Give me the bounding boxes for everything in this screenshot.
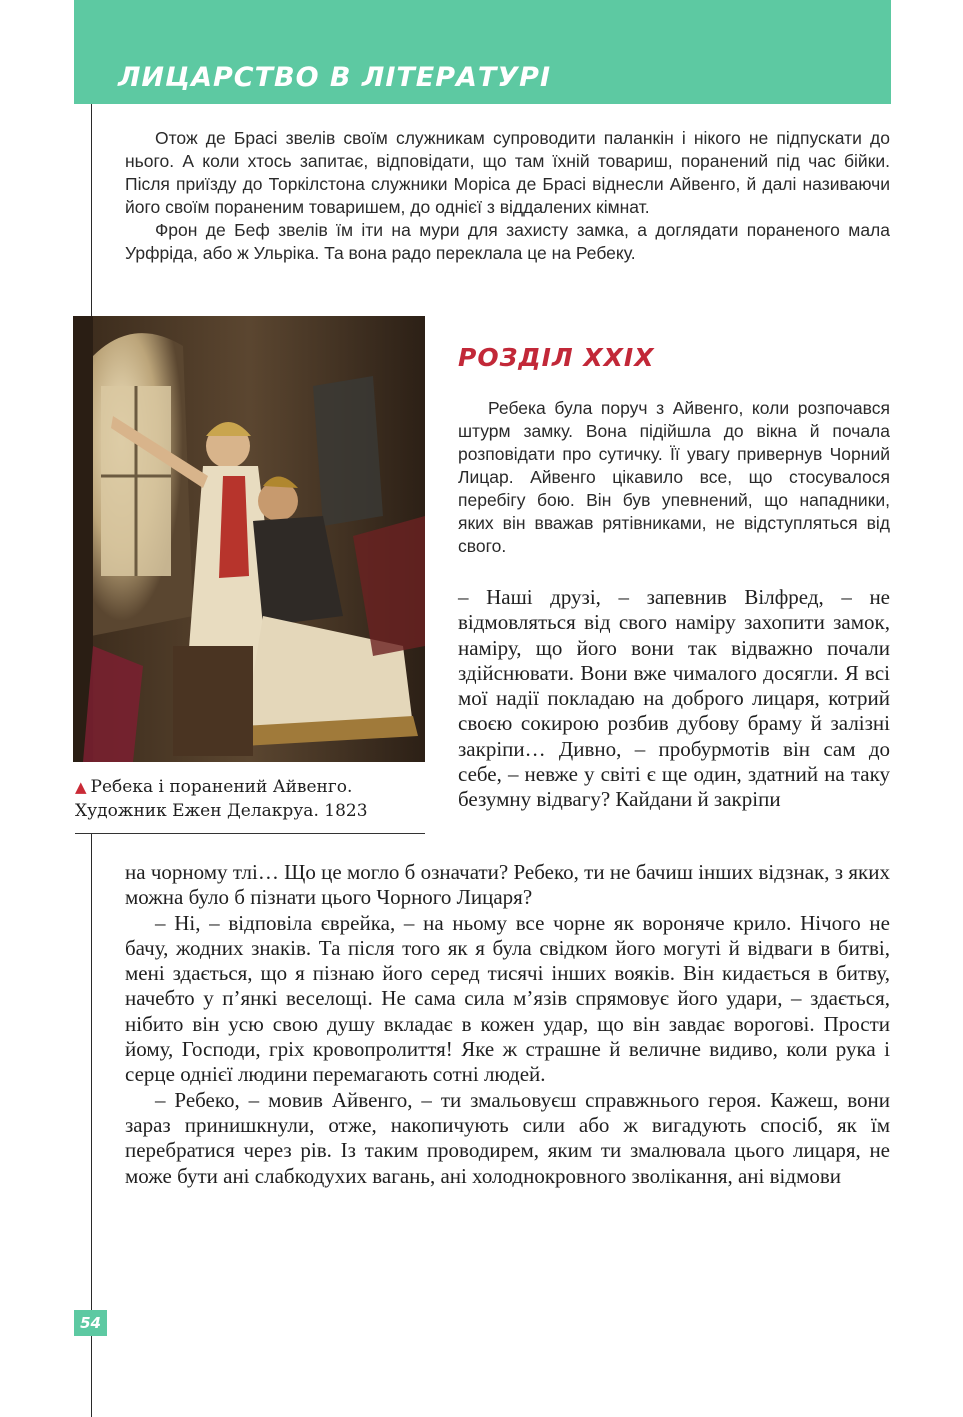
- caption-line-2: Художник Ежен Делакруа. 1823: [75, 801, 368, 821]
- main-text-narrow: [458, 585, 890, 813]
- summary-paragraph: Ребека була поруч з Айвенго, коли розпочався штурм замку. Вона підійшла до вікна й почала розповідати про сутичку. Її увагу привернув Чорний Лицар. Айвенго цікавило все, що стосувалося перебігу бою. Він був упевнений, що нападники, яких він вважав рятівниками, не відступляться від свого.: [458, 398, 890, 556]
- section-title: ЛИЦАРСТВО В ЛІТЕРАТУРІ: [118, 62, 551, 93]
- dialogue-paragraph-2: – Ні, – відповіла єврейка, – на ньому все чорне як вороняче крило. Нічого не бачу, жодних знаків. Та після того як я була свідком його могуті й відваги в битві, мені здається, що я пізнаю його серед тисячі інших вояків. Він кидається в битву, начебто у п’янкі веселощі. Не сама сила м’язів спрямовує його удари, – здається, нібито він усю свою душу вкладає в кожен удар, що він завдає ворогові. Прости йому, Господи, гріх кровопролиття! Яке ж страшне й величне видиво, коли рука і серце однієї людини перемагають сотні людей.: [125, 910, 890, 1087]
- margin-rule-top: [91, 104, 92, 316]
- dialogue-paragraph-1-continued: на чорному тлі… Що це могло б означати? Ребеко, ти не бачиш інших відзнак, з яких можна було б пізнати цього Чорного Лицаря?: [125, 860, 890, 910]
- figure-caption: [75, 775, 425, 834]
- intro-paragraph-2: Фрон де Беф звелів їм іти на мури для захисту замка, а доглядати пораненого мала Урфріда, або ж Ульріка. Та вона радо переклала це на Ребеку.: [125, 220, 890, 263]
- intro-text: [125, 127, 890, 265]
- page-number: 54: [74, 1310, 107, 1336]
- painting-image: [73, 316, 425, 762]
- chapter-summary: [458, 397, 890, 558]
- dialogue-paragraph-1: – Наші друзі, – запевнив Вілфред, – не відмовляться від свого наміру захопити замок, наміру, що його вони так відважно почали здійснювати. Вони вже чималого досягли. Я всі мої надії покладаю на доброго лицаря, котрий своєю сокирою розбив дубову браму й залізні закріпи… Дивно, – пробурмотів він сам до себе, – невже у світі є ще один, здатний на таку безумну відвагу? Кайдани й закріпи: [458, 585, 890, 812]
- margin-rule-bottom: [91, 833, 92, 1310]
- main-text-wide: [125, 860, 890, 1189]
- caption-line-1: Ребека і поранений Айвенго.: [90, 777, 353, 797]
- margin-rule-foot: [91, 1336, 92, 1417]
- dialogue-paragraph-3: – Ребеко, – мовив Айвенго, – ти змальовуєш справжнього героя. Кажеш, вони зараз принишкнули, отже, накопичують сили або ж вигадують спосіб, як їм перебратися через рів. Із таким проводирем, яким ти змалювала цього лицаря, не може бути ані слабкодухих вагань, ані холоднокровного зволікання, ані відмови: [125, 1087, 890, 1188]
- intro-paragraph-1: Отож де Брасі звелів своїм служникам супроводити паланкін і нікого не підпускати до нього. А коли хтось запитає, відповідати, що там їхній товариш, поранений під час бійки. Після приїзду до Торкілстона служники Моріса де Брасі віднесли Айвенго, й далі називаючи його своїм пораненим товаришем, до однієї з віддалених кімнат.: [125, 128, 890, 217]
- triangle-marker-icon: ▲: [75, 778, 87, 796]
- chapter-title: РОЗДІЛ XXIX: [458, 343, 655, 372]
